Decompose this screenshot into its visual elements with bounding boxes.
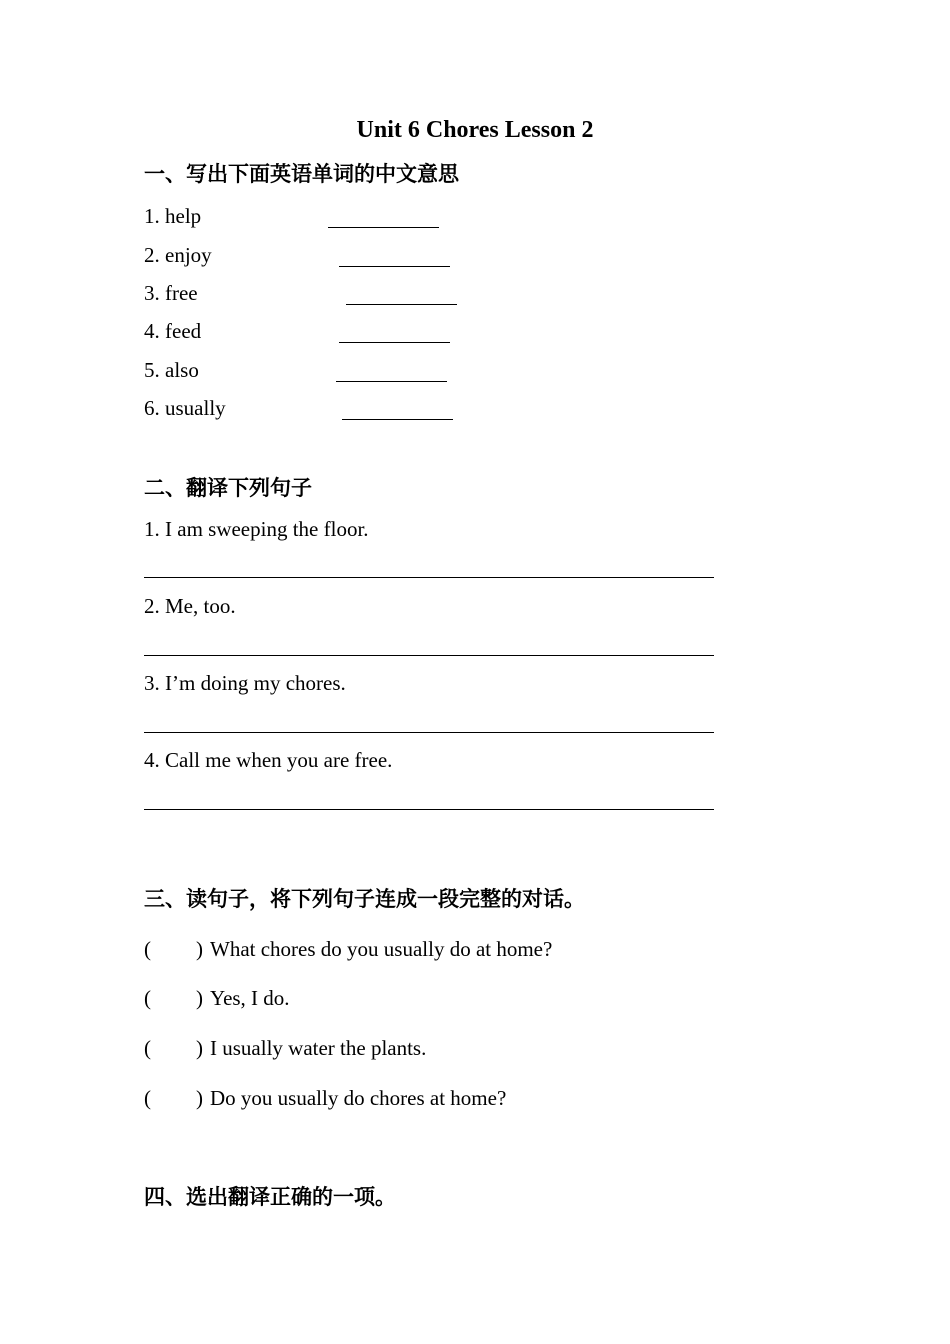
section-heading-choose-translation: 四、选出翻译正确的一项。 [144, 1185, 396, 1209]
dialogue-sentence: Yes, I do. [210, 986, 290, 1010]
order-answer-box-open[interactable]: ( [144, 1036, 151, 1060]
order-answer-box-close: ) [196, 937, 203, 961]
section-heading-vocabulary: 一、写出下面英语单词的中文意思 [144, 162, 459, 186]
vocab-word: 2. enjoy [144, 243, 212, 267]
translation-answer-line[interactable] [144, 655, 714, 656]
vocab-item [144, 241, 744, 269]
order-answer-box-open[interactable]: ( [144, 1086, 151, 1110]
order-answer-box-close: ) [196, 1036, 203, 1060]
vocab-word: 3. free [144, 281, 198, 305]
vocab-answer-blank[interactable] [336, 381, 447, 382]
vocab-word: 1. help [144, 204, 202, 228]
translation-answer-line[interactable] [144, 809, 714, 810]
dialogue-sentence: I usually water the plants. [210, 1036, 427, 1060]
dialogue-sentence: Do you usually do chores at home? [210, 1086, 507, 1110]
order-answer-box-open[interactable]: ( [144, 937, 151, 961]
page-title: Unit 6 Chores Lesson 2 [356, 117, 594, 143]
translation-sentence: 3. I’m doing my chores. [144, 671, 346, 695]
vocab-answer-blank[interactable] [342, 419, 453, 420]
vocab-item [144, 202, 744, 230]
vocab-answer-blank[interactable] [339, 266, 450, 267]
translation-answer-line[interactable] [144, 577, 714, 578]
vocab-item [144, 356, 744, 384]
vocab-word: 5. also [144, 358, 199, 382]
vocab-item [144, 394, 744, 422]
vocab-answer-blank[interactable] [328, 227, 439, 228]
section-heading-translation: 二、翻译下列句子 [144, 476, 312, 500]
vocab-word: 4. feed [144, 319, 202, 343]
vocab-item [144, 279, 744, 307]
vocab-item [144, 317, 744, 345]
order-answer-box-open[interactable]: ( [144, 986, 151, 1010]
vocab-answer-blank[interactable] [339, 342, 450, 343]
section-heading-dialogue-order: 三、读句子，将下列句子连成一段完整的对话。 [144, 887, 585, 911]
translation-sentence: 1. I am sweeping the floor. [144, 517, 369, 541]
order-answer-box-close: ) [196, 986, 203, 1010]
translation-sentence: 4. Call me when you are free. [144, 748, 393, 772]
order-answer-box-close: ) [196, 1086, 203, 1110]
translation-sentence: 2. Me, too. [144, 594, 236, 618]
vocab-word: 6. usually [144, 396, 226, 420]
dialogue-sentence: What chores do you usually do at home? [210, 937, 553, 961]
translation-answer-line[interactable] [144, 732, 714, 733]
vocab-answer-blank[interactable] [346, 304, 457, 305]
